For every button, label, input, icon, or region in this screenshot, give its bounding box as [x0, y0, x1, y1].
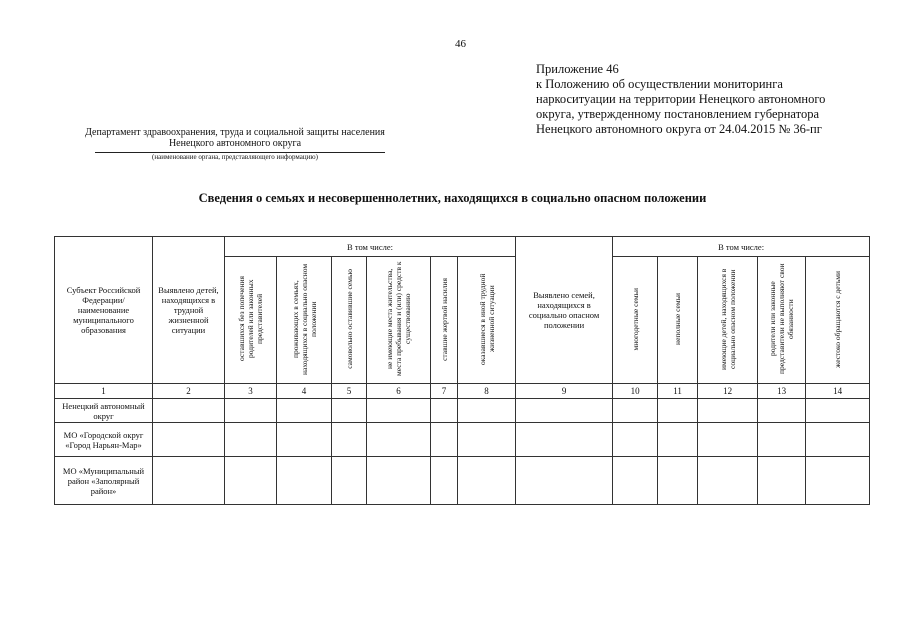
header-vertical-text: неполные семьи [673, 293, 683, 345]
table-cell[interactable] [225, 423, 277, 457]
table-cell[interactable] [613, 457, 658, 505]
header-cell [658, 257, 698, 384]
column-number: 12 [698, 384, 758, 399]
department-caption: (наименование органа, представляющего информацию) [152, 153, 318, 161]
table-cell[interactable] [613, 423, 658, 457]
table-cell[interactable] [458, 399, 516, 423]
header-cell [431, 257, 458, 384]
header-vertical-text: проживающих в семьях, находящихся в социально опасном положении [290, 263, 318, 375]
header-families-identified: Выявлено семей, находящихся в социально опасном положении [516, 237, 613, 384]
table-cell[interactable] [153, 457, 225, 505]
table-cell[interactable] [367, 457, 431, 505]
table-cell[interactable] [225, 457, 277, 505]
table-cell[interactable] [367, 399, 431, 423]
appendix-block [536, 62, 896, 137]
table-cell[interactable] [758, 457, 806, 505]
report-title: Сведения о семьях и несовершеннолетних, находящихся в социально опасном положении [198, 191, 707, 205]
column-number: 2 [153, 384, 225, 399]
table-cell[interactable] [431, 399, 458, 423]
table-cell[interactable] [758, 423, 806, 457]
report-table [54, 236, 870, 505]
column-number: 11 [658, 384, 698, 399]
table-cell[interactable] [458, 457, 516, 505]
header-group-children: В том числе: [225, 237, 516, 257]
appendix-line: округа, утвержденному постановлением губернатора [536, 107, 819, 121]
table-cell[interactable] [613, 399, 658, 423]
row-label: МО «Городской округ «Город Нарьян-Мар» [55, 423, 153, 457]
header-cell [277, 257, 332, 384]
column-number: 6 [367, 384, 431, 399]
table-cell[interactable] [332, 423, 367, 457]
appendix-line: наркоситуации на территории Ненецкого автономного [536, 92, 826, 106]
table-cell[interactable] [806, 423, 870, 457]
header-group-families: В том числе: [613, 237, 870, 257]
table-cell[interactable] [431, 457, 458, 505]
column-number: 13 [758, 384, 806, 399]
table-cell[interactable] [277, 423, 332, 457]
department-line: Департамент здравоохранения, труда и социальной защиты населения [85, 127, 385, 138]
table-cell[interactable] [225, 399, 277, 423]
appendix-line: Приложение 46 [536, 62, 619, 76]
table-cell[interactable] [277, 457, 332, 505]
header-cell [332, 257, 367, 384]
header-cell [458, 257, 516, 384]
header-cell [367, 257, 431, 384]
column-number: 5 [332, 384, 367, 399]
column-number: 7 [431, 384, 458, 399]
table-cell[interactable] [458, 423, 516, 457]
table-cell[interactable] [698, 399, 758, 423]
header-vertical-text: не имеющие места жительства, места пребывания и (или) средств к существованию [385, 261, 412, 377]
table-cell[interactable] [153, 423, 225, 457]
header-vertical-text: имеющие детей, находящихся в социально опасном положении [718, 268, 737, 370]
column-number: 10 [613, 384, 658, 399]
table-row [55, 399, 870, 423]
header-children-identified: Выявлено детей, находящихся в трудной жизненной ситуации [153, 237, 225, 384]
column-number: 8 [458, 384, 516, 399]
table-cell[interactable] [658, 457, 698, 505]
department-name [40, 127, 430, 149]
header-subject: Субъект Российской Федерации/ наименование муниципального образования [55, 237, 153, 384]
table-cell[interactable] [153, 399, 225, 423]
header-cell [758, 257, 806, 384]
column-number: 1 [55, 384, 153, 399]
header-cell [613, 257, 658, 384]
table-cell[interactable] [332, 399, 367, 423]
row-label: МО «Муниципальный район «Заполярный район» [55, 457, 153, 505]
table-cell[interactable] [658, 399, 698, 423]
table-cell[interactable] [367, 423, 431, 457]
table-row [55, 423, 870, 457]
column-number: 14 [806, 384, 870, 399]
header-vertical-text: многодетные семьи [630, 287, 640, 351]
column-number: 9 [516, 384, 613, 399]
appendix-line: к Положению об осуществлении мониторинга [536, 77, 783, 91]
table-cell[interactable] [516, 399, 613, 423]
header-vertical-text: родители или законные представители не выполняют свои обязанности [768, 263, 796, 375]
header-cell [698, 257, 758, 384]
header-vertical-text: оставшихся без попечения родителей или законных представителей [237, 276, 264, 362]
page-number: 46 [455, 38, 466, 50]
header-vertical-text: самовольно оставившие семью [344, 269, 354, 369]
header-vertical-text: ставшие жертвой насилия [439, 277, 449, 361]
header-cell [806, 257, 870, 384]
column-number: 3 [225, 384, 277, 399]
table-cell[interactable] [758, 399, 806, 423]
table-cell[interactable] [698, 457, 758, 505]
column-number-row [55, 384, 870, 399]
row-label: Ненецкий автономный округ [55, 399, 153, 423]
header-vertical-text: оказавшиеся в иной трудной жизненной ситуации [477, 273, 496, 365]
department-line: Ненецкого автономного округа [168, 138, 302, 149]
header-vertical-text: жестоко обращаются с детьми [833, 270, 843, 368]
table-cell[interactable] [516, 423, 613, 457]
table-cell[interactable] [806, 457, 870, 505]
table-cell[interactable] [698, 423, 758, 457]
table-cell[interactable] [277, 399, 332, 423]
table-cell[interactable] [431, 423, 458, 457]
table-cell[interactable] [658, 423, 698, 457]
header-cell [225, 257, 277, 384]
table-cell[interactable] [516, 457, 613, 505]
table-cell[interactable] [332, 457, 367, 505]
appendix-line: Ненецкого автономного округа от 24.04.2015 № 36-пг [536, 122, 822, 136]
column-number: 4 [277, 384, 332, 399]
table-cell[interactable] [806, 399, 870, 423]
table-row [55, 457, 870, 505]
